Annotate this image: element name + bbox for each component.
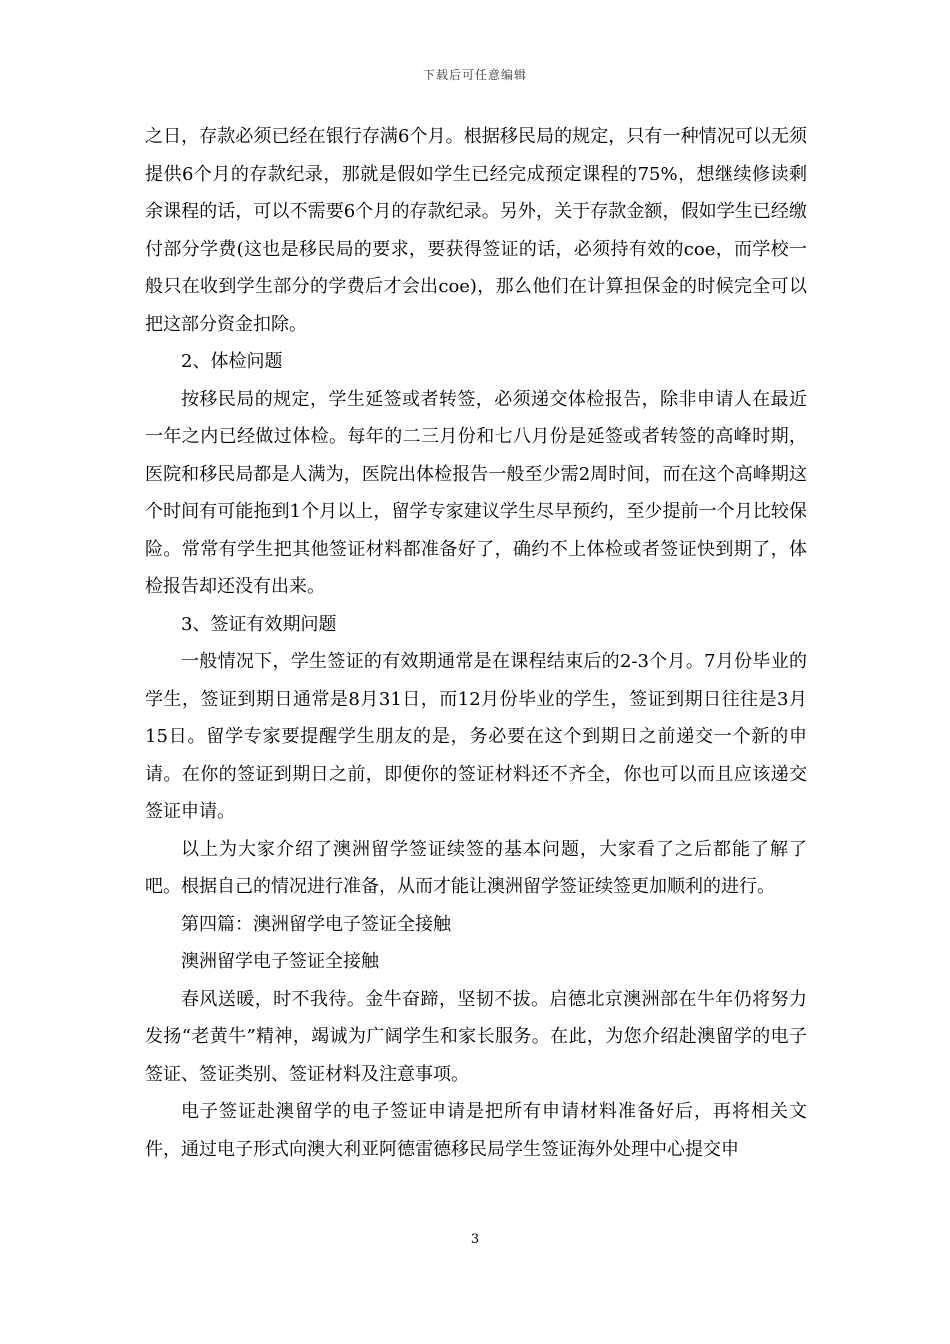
paragraph: 以上为大家介绍了澳洲留学签证续签的基本问题，大家看了之后都能了解了吧。根据自己的情况进行准备，从而才能让澳洲留学签证续签更加顺利的进行。 — [145, 838, 807, 897]
section-heading: 3、签证有效期问题 — [181, 613, 337, 635]
page-number: 3 — [470, 1232, 480, 1247]
chapter-heading: 第四篇：澳洲留学电子签证全接触 — [181, 913, 451, 935]
section-heading: 2、体检问题 — [181, 351, 283, 372]
paragraph: 之日，存款必须已经在银行存满6个月。根据移民局的规定，只有一种情况可以无须提供6个月的存款纪录，那就是假如学生已经完成预定课程的75%，想继续修读剩余课程的话，可以不需要6个月的存款纪录。另外，关于存款金额，假如学生已经缴付部分学费(这也是移民局的要求，要获得签证的话，必须持有效的coe，而学校一般只在收到学生部分的学费后才会出coe)，那么他们在计算担保金的时候完全可以把这部分资金扣除。 — [145, 126, 807, 335]
page-header: 下载后可任意编辑 — [422, 68, 527, 82]
paragraph: 按移民局的规定，学生延签或者转签，必须递交体检报告，除非申请人在最近一年之内已经做过体检。每年的二三月份和七八月份是延签或者转签的高峰时期，医院和移民局都是人满为，医院出体检报告一般至少需2周时间，而在这个高峰期这个时间有可能拖到1个月以上，留学专家建议学生尽早预约，至少提前一个月比较保险。常常有学生把其他签证材料都准备好了，确约不上体检或者签证快到期了，体检报告却还没有出来。 — [145, 388, 807, 597]
article-title: 澳洲留学电子签证全接触 — [181, 951, 379, 972]
paragraph: 春风送暖，时不我待。金牛奋蹄，坚韧不拔。启德北京澳洲部在牛年仍将努力发扬“老黄牛”精神，竭诚为广阔学生和家长服务。在此，为您介绍赴澳留学的电子签证、签证类别、签证材料及注意事项。 — [145, 988, 807, 1085]
document-body — [145, 118, 807, 1168]
paragraph: 一般情况下，学生签证的有效期通常是在课程结束后的2-3个月。7月份毕业的学生，签证到期日通常是8月31日，而12月份毕业的学生，签证到期日往往是3月15日。留学专家要提醒学生朋友的是，务必要在这个到期日之前递交一个新的申请。在你的签证到期日之前，即便你的签证材料还不齐全，你也可以而且应该递交签证申请。 — [145, 651, 807, 822]
paragraph: 电子签证赴澳留学的电子签证申请是把所有申请材料准备好后，再将相关文件，通过电子形式向澳大利亚阿德雷德移民局学生签证海外处理中心提交申 — [145, 1101, 807, 1160]
